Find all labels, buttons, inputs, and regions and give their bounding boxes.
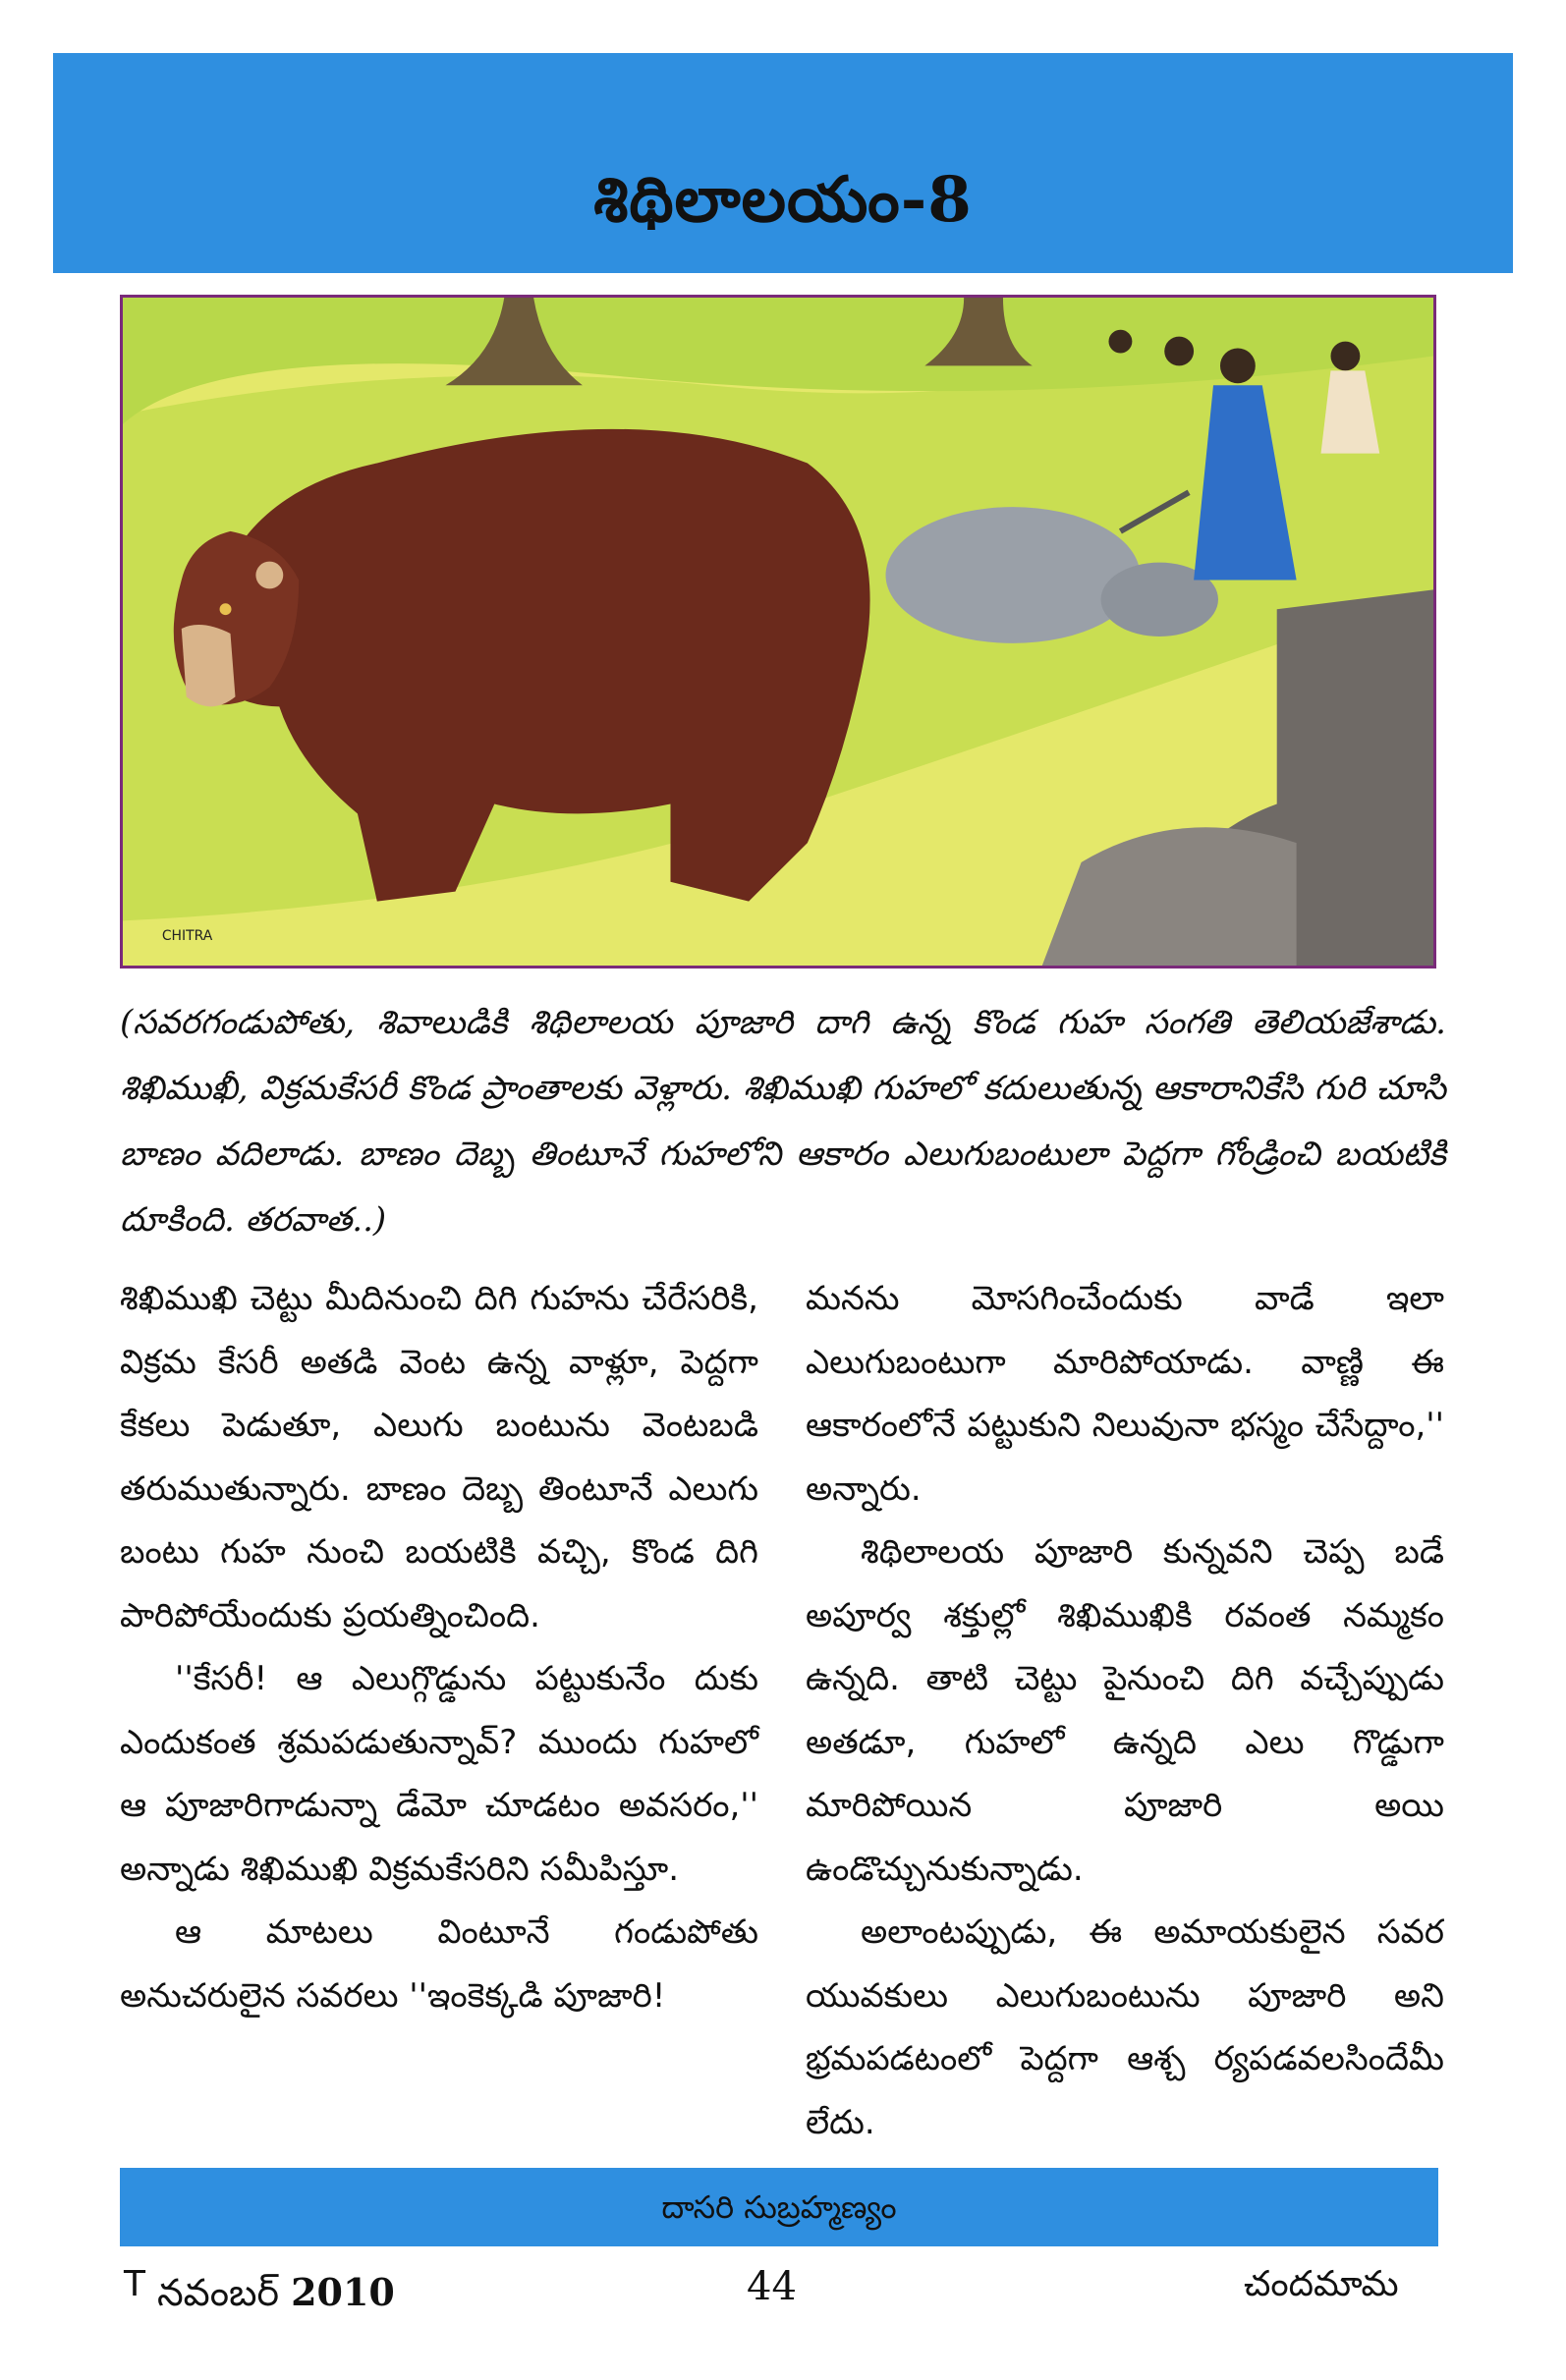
artist-signature: CHITRA — [161, 928, 213, 945]
bear-scene-image — [123, 298, 1433, 966]
footer-issue — [124, 2264, 395, 2324]
footer-year: 2010 — [291, 2270, 395, 2314]
paragraph: శిఖిముఖి చెట్టు మీదినుంచి దిగి గుహను చేరేసరికి, విక్రమ కేసరీ అతడి వెంట ఉన్న వాళ్లూ, పెద్దగా కేకలు పెడుతూ, ఎలుగు బంటును వెంటబడి తరుముతున్నారు. బాణం దెబ్బ తింటూనే ఎలుగు బంటు గుహ నుంచి బయటికి వచ్చి, కొండ దిగి పారిపోయేందుకు ప్రయత్నించింది. — [120, 1279, 758, 1635]
page-number: 44 — [747, 2264, 797, 2309]
paragraph: మనను మోసగించేందుకు వాడే ఇలా ఎలుగుబంటుగా మారిపోయాడు. వాణ్ణి ఈ ఆకారంలోనే పట్టుకుని నిలువునా భస్మం చేసేద్దాం,'' అన్నారు. — [806, 1279, 1444, 1509]
page-title: శిథిలాలయం-8 — [593, 163, 973, 237]
story-illustration — [120, 295, 1436, 969]
left-column — [120, 1267, 758, 2027]
paragraph: శిథిలాలయ పూజారి కున్నవని చెప్ప బడే అపూర్వ శక్తుల్లో శిఖిముఖికి రవంత నమ్మకం ఉన్నది. తాటి చెట్టు పైనుంచి దిగి వచ్చేప్పుడు అతడూ, గుహలో ఉన్నది ఎలు గొడ్డుగా మారిపోయిన పూజారి అయి ఉండొచ్చునుకున్నాడు. — [806, 1532, 1444, 1889]
paragraph: ఆ మాటలు వింటూనే గండుపోతు అనుచరులైన సవరలు ''ఇంకెక్కడి పూజారి! — [120, 1912, 758, 2016]
right-column — [806, 1267, 1444, 2154]
footer-month: నవంబర్ — [157, 2271, 279, 2314]
author-band — [120, 2168, 1438, 2246]
intro-paragraph: (సవరగండుపోతు, శివాలుడికి శిథిలాలయ పూజారి దాగి ఉన్న కొండ గుహ సంగతి తెలియజేశాడు. శిఖిముఖీ, విక్రమకేసరీ కొండ ప్రాంతాలకు వెళ్లారు. శిఖిముఖి గుహలో కదులుతున్న ఆకారానికేసి గురి చూసి బాణం వదిలాడు. బాణం దెబ్బ తింటూనే గుహలోని ఆకారం ఎలుగుబంటులా పెద్దగా గోండ్రించి బయటికి దూకింది. తరవాత..) — [120, 1003, 1446, 1240]
title-band — [53, 53, 1513, 273]
paragraph: ''కేసరీ! ఆ ఎలుగ్గొడ్డును పట్టుకునేం దుకు ఎందుకంత శ్రమపడుతున్నావ్? ముందు గుహలో ఆ పూజారిగాడున్నా డేమో చూడటం అవసరం,'' అన్నాడు శిఖిముఖి విక్రమకేసరిని సమీపిస్తూ. — [120, 1659, 758, 1889]
paragraph: అలాంటప్పుడు, ఈ అమాయకులైన సవర యువకులు ఎలుగుబంటును పూజారి అని భ్రమపడటంలో పెద్దగా ఆశ్చ ర్యపడవలసిందేమీ లేదు. — [806, 1912, 1444, 2142]
magazine-name: చందమామ — [1244, 2264, 1399, 2304]
footer-mark: T — [124, 2264, 145, 2304]
author-name: దాసరి సుబ్రహ్మణ్యం — [661, 2188, 897, 2226]
